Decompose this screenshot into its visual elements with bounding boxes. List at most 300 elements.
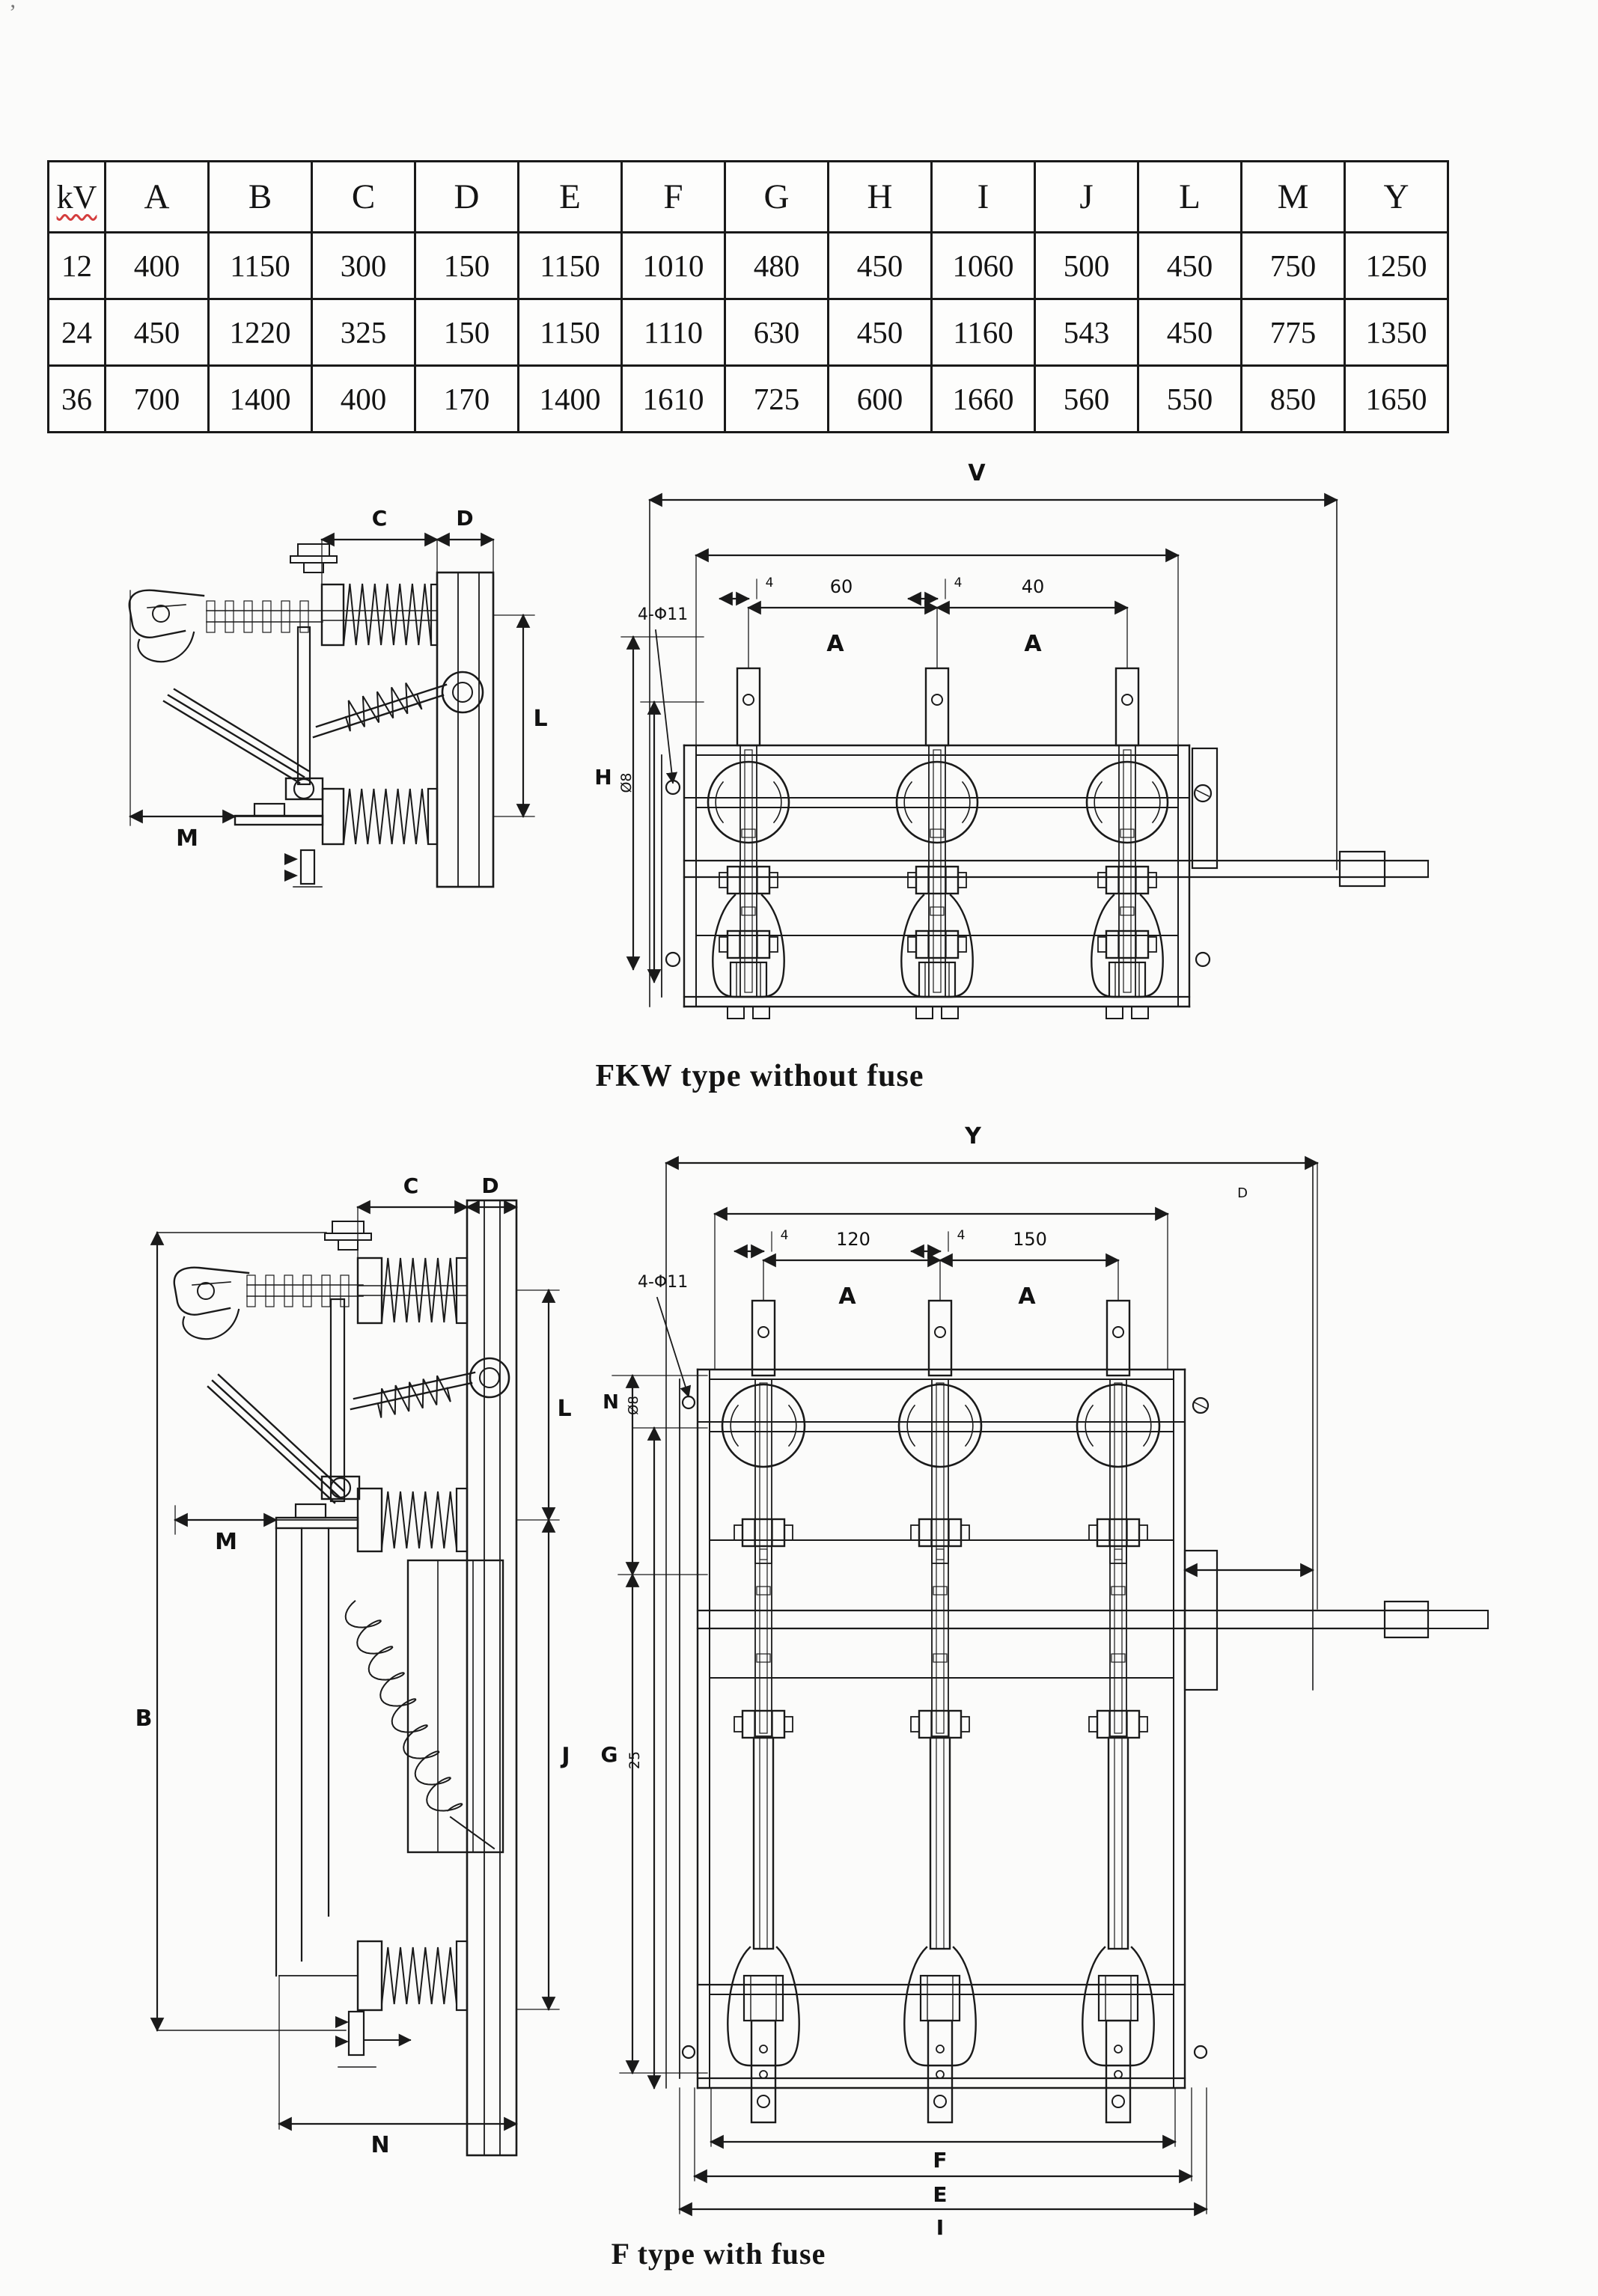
terminal-fin [225,601,234,632]
dim-value: 500 [1035,233,1138,299]
foot [1106,1007,1123,1019]
porcelain-bell [901,895,972,997]
coupling-tab [719,873,728,888]
fkw-front-view [594,460,1428,1019]
shaft-tick [1111,1587,1125,1595]
dim-label-bracket: D [1237,1185,1248,1201]
foot [728,1007,744,1019]
fuse-shaft [755,1546,772,1736]
dim-value: 550 [1138,366,1242,433]
edge-line [1195,1402,1207,1408]
table-row [49,299,1448,366]
terminal-fin [303,1275,311,1307]
pivot-pin [294,779,314,799]
bolt-body [338,1240,358,1250]
pole-core [1114,1383,1122,1560]
stub-tick: 4 [957,1228,966,1243]
dim-value: 1350 [1345,299,1448,366]
pole-core [745,750,752,992]
bell-cap [1109,962,1145,997]
insulator-flange [358,1489,382,1551]
hole [758,1327,769,1337]
dim-label-j: J [561,1743,570,1769]
foot [916,1007,933,1019]
bell-cap [919,962,955,997]
bolt-washer [290,556,337,563]
terminal-fin [284,1275,293,1307]
col-header-y: Y [1345,162,1448,233]
hook-pin [198,1283,214,1299]
dim-label-h: H [594,765,612,790]
coupling-tab [908,873,916,888]
dim-value: 480 [725,233,829,299]
arm-eye-ring [453,683,472,702]
pin-flag [335,2036,349,2048]
dim-label-m: M [215,1529,237,1555]
hex-coupling [1097,1711,1139,1738]
front-dims [594,460,1337,982]
coupling-tab [719,937,728,952]
dim-value: 400 [106,233,209,299]
bell-cap [744,1976,783,2021]
dim-value: 450 [829,299,932,366]
hole [935,1327,945,1337]
insulator-inner-arc [907,1405,915,1446]
porcelain-bell [728,1947,799,2066]
kv-label: kV [56,179,97,216]
shaft-tick [757,1587,770,1595]
dim-value: 1400 [519,366,622,433]
dim-label-b: B [135,1706,153,1732]
shaft-tick [1120,829,1134,837]
coupling-tab [784,1717,793,1732]
insulator-inner-arc [1094,782,1102,822]
dim-value: 560 [1035,366,1138,433]
dim-value: 450 [1138,299,1242,366]
dim-value: 630 [725,299,829,366]
bolt-body [304,563,323,573]
pole-core [933,750,941,992]
hole [683,2046,695,2058]
coupling-tab [1148,873,1156,888]
dim-value: 775 [1242,299,1345,366]
dim-label-i: I [936,2215,945,2238]
row-kv-value: 12 [49,233,106,299]
dim-label-a: A [826,631,844,657]
coupling-tab [1098,937,1106,952]
corner-mark: ’ [9,0,16,25]
col-header-a: A [106,162,209,233]
coupling-tab [784,1525,793,1540]
pole-shaft [1119,745,1135,997]
table-row [49,233,1448,299]
dim-label-d: D [481,1173,499,1198]
dim-note-rotated: 25 [626,1750,643,1770]
switch-blade [219,1375,344,1491]
terminal-fin [244,601,252,632]
mount-block [254,804,284,816]
shaft-tick [742,829,755,837]
table-header-row [49,162,1448,233]
fuse-shaft [932,1546,948,1736]
hole [1112,2095,1124,2107]
coupling-tab [1089,1525,1097,1540]
col-header-i: I [932,162,1035,233]
dim-value: 750 [1242,233,1345,299]
dim-value: 1660 [932,366,1035,433]
mount-block [296,1504,326,1518]
hole [1196,953,1210,966]
dim-value: 400 [312,366,415,433]
fuse-core [936,1549,944,1733]
dim-label-overall: Y [965,1123,981,1149]
fkw-caption: FKW type without fuse [595,1059,924,1093]
terminal-fin [281,601,290,632]
hole [936,2045,944,2053]
insulator-disc [708,762,789,843]
hole [932,694,942,705]
hook-pin [153,605,169,622]
bell-cap [1099,1976,1138,2021]
mounting-plate [437,573,493,887]
contact-hook [129,590,204,638]
pole-assembly [708,668,789,1019]
dim-label-n: N [603,1391,619,1414]
dim-value: 543 [1035,299,1138,366]
dim-label-l: L [533,706,548,732]
hole [936,2071,944,2078]
insulator-flange [428,789,437,844]
dim-value: 1060 [932,233,1035,299]
hole-callout: 4-Φ11 [638,1273,689,1292]
callout-leader [656,630,673,783]
dim-label-m: M [176,825,198,852]
coupling-tab [908,937,916,952]
dim-label-d: D [456,506,474,531]
arm-eye-ring [442,672,483,712]
dim-value: 1150 [519,233,622,299]
hole [743,694,754,705]
pole-assembly [897,668,978,1019]
fuse-pole-assembly [1077,1301,1159,2122]
pivot-block [286,778,323,799]
bolt-washer [325,1233,371,1240]
coupling-tab [1139,1525,1147,1540]
table-row [49,366,1448,433]
shaft-tick [930,829,944,837]
dim-gap1: 60 [829,576,853,597]
coupling-tab [961,1525,969,1540]
pole-shaft [740,745,757,997]
hex-coupling [728,867,769,894]
fuse-shaft [1110,1546,1126,1736]
dim-gap2: 150 [1013,1229,1047,1250]
hex-coupling [742,1519,784,1546]
dim-value: 1150 [209,233,312,299]
col-header-e: E [519,162,622,233]
hole [1114,2045,1122,2053]
col-header-j: J [1035,162,1138,233]
insulator-inner-arc [731,1405,738,1446]
spring-guide [451,1817,494,1848]
insulator-flange [457,1941,467,2010]
hole [1114,2071,1122,2078]
insulator-bellows [382,1947,457,2004]
pole-shaft [929,745,945,997]
dim-value: 600 [829,366,932,433]
pole-core [1123,750,1131,992]
dim-value: 1150 [519,299,622,366]
dim-value: 450 [106,299,209,366]
arm-eye-ring [480,1368,499,1387]
coupling-tab [958,937,966,952]
porcelain-bell [713,895,784,997]
dim-value: 1400 [209,366,312,433]
dim-label-a: A [838,1283,856,1310]
switch-blade [213,1381,339,1497]
shaft-tick [757,1654,770,1662]
coupling-tab [1148,937,1156,952]
arm-eye-ring [470,1358,509,1397]
insulator-flange [322,584,344,645]
lock-pin [301,850,314,884]
insulator-flange [457,1258,467,1323]
pin-flag [284,853,298,865]
dim-note-rotated: Ø8 [618,772,635,793]
insulator-inner-arc [1144,1405,1151,1446]
top-blade [926,668,948,745]
col-header-c: C [312,162,415,233]
top-blade [737,668,760,745]
pin-flag [335,2016,349,2028]
bolt-cap [332,1221,364,1233]
terminal-fin [322,1275,330,1307]
dim-label-a: A [1024,631,1042,657]
shaft-tick [930,907,944,915]
terminal-fin [207,601,215,632]
insulator-inner-arc [963,782,970,822]
lock-pin [349,2012,364,2055]
dim-value: 150 [415,233,519,299]
insulator-bellows [382,1492,457,1548]
bell-cap [921,1976,960,2021]
coupling-tab [769,937,778,952]
dim-value: 300 [312,233,415,299]
top-blade [1116,668,1138,745]
terminal-fin [263,601,271,632]
insulator-bellows [382,1258,457,1322]
hex-coupling [1097,1519,1139,1546]
shaft-tick [933,1654,947,1662]
insulator-disc [1087,762,1168,843]
contact-hook [174,1268,248,1315]
dim-value: 850 [1242,366,1345,433]
foot [942,1007,958,1019]
dim-note-rotated: Ø8 [626,1396,641,1415]
f-type-caption: F type with fuse [611,2237,826,2271]
shaft-bracket [1185,1551,1217,1690]
f-side-view [135,1173,572,2158]
insulator-flange [358,1258,382,1323]
switch-blade [168,695,304,777]
hole [1113,1327,1123,1337]
insulator-bellows [344,584,431,645]
bell-cap [731,962,766,997]
pin-flag [284,870,298,882]
fkw-side-view [129,506,548,887]
dimension-spec-table [47,160,1449,433]
insulator-flange [358,1941,382,2010]
dim-value: 725 [725,366,829,433]
col-header-m: M [1242,162,1345,233]
dim-value: 700 [106,366,209,433]
dim-value: 325 [312,299,415,366]
fuse-core [760,1549,767,1733]
shaft-tick [1111,1654,1125,1662]
dim-value: 450 [1138,233,1242,299]
coupling-tab [734,1525,742,1540]
insulator-inner-arc [1153,782,1160,822]
spring-coil [346,1601,463,1810]
insulator-disc [897,762,978,843]
insulator-inner-arc [789,1405,796,1446]
terminal-fin [266,1275,274,1307]
dim-value: 1110 [622,299,725,366]
switch-blade [208,1387,335,1503]
insulator-inner-arc [966,1405,973,1446]
pole-core [760,1383,767,1560]
hex-coupling [1106,867,1148,894]
insulator-flange [457,1489,467,1551]
dim-gap1: 120 [836,1229,870,1250]
foot [1132,1007,1148,1019]
insulator-disc [899,1384,981,1467]
dim-label-c: C [371,506,388,531]
mounting-plate [467,1200,516,2155]
dim-value: 1610 [622,366,725,433]
hex-coupling [919,1711,961,1738]
pole-assembly [1087,668,1168,1019]
coupling-tab [734,1717,742,1732]
coupling-tab [1098,873,1106,888]
col-header-kv [49,162,106,233]
fuse-tube [754,1738,773,1949]
contact-arm [317,685,446,727]
shaft-bracket [1192,748,1217,868]
pole-core [936,1383,944,1560]
coupling-tab [911,1525,919,1540]
pole-shaft [755,1379,772,1563]
row-kv-value: 24 [49,299,106,366]
col-header-b: B [209,162,312,233]
fuse-pole-assembly [722,1301,805,2122]
pole-shaft [1110,1379,1126,1563]
dim-value: 450 [829,233,932,299]
insulator-inner-arc [716,782,723,822]
insulator-inner-arc [774,782,781,822]
coupling-tab [1139,1717,1147,1732]
dim-label-a: A [1018,1283,1036,1310]
callout-leader [657,1298,689,1396]
dim-label-c: C [403,1173,419,1198]
dim-value: 1010 [622,233,725,299]
dim-value: 1160 [932,299,1035,366]
hex-coupling [742,1711,784,1738]
shaft-tick [933,1587,947,1595]
col-header-d: D [415,162,519,233]
dim-value: 1250 [1345,233,1448,299]
porcelain-bell [1082,1947,1153,2066]
bolt-cap [298,544,329,556]
dim-label-l: L [557,1396,572,1422]
switch-blade [174,689,308,771]
hole [934,2095,946,2107]
front-dims [601,1123,1317,2238]
dim-label-n: N [370,2132,390,2158]
dim-value: 1650 [1345,366,1448,433]
fuse-pole-assembly [899,1301,981,2122]
foot [753,1007,769,1019]
shaft-step [1340,852,1385,886]
insulator-disc [1077,1384,1159,1467]
dim-value: 1220 [209,299,312,366]
insulator-disc [722,1384,805,1467]
dim-label-e: E [933,2182,948,2207]
insulator-flange [323,789,344,844]
coupling-tab [911,1717,919,1732]
col-header-h: H [829,162,932,233]
hole-callout: 4-Φ11 [638,605,689,624]
dim-label-g: G [600,1742,618,1767]
hole [1122,694,1132,705]
dim-label-f: F [933,2148,948,2173]
row-kv-value: 36 [49,366,106,433]
hole [683,1396,695,1408]
porcelain-bell [904,1947,975,2066]
edge-line [1197,790,1209,796]
hole [760,2071,767,2078]
insulator-inner-arc [904,782,912,822]
col-header-g: G [725,162,829,233]
coupling-tab [769,873,778,888]
hex-coupling [916,867,958,894]
stub-tick: 4 [765,575,774,590]
coupling-tab [1089,1717,1097,1732]
insulator-bellows [344,789,428,844]
dim-value: 170 [415,366,519,433]
hole [757,2095,769,2107]
stub-tick: 4 [954,575,963,590]
hole [666,953,680,966]
terminal-fin [247,1275,255,1307]
col-header-l: L [1138,162,1242,233]
coupling-tab [961,1717,969,1732]
hole [760,2045,767,2053]
f-type-drawing [0,1115,1598,2238]
hex-coupling [919,1519,961,1546]
dim-value: 150 [415,299,519,366]
drive-link [298,627,310,784]
stub-tick: 4 [780,1228,789,1243]
shaft-tick [1120,907,1134,915]
switch-blade [164,701,299,783]
f-front-view [601,1123,1488,2238]
pole-shaft [932,1379,948,1563]
fuse-core [1114,1549,1122,1733]
insulator-inner-arc [1085,1405,1093,1446]
porcelain-bell [1091,895,1162,997]
dim-label-overall: V [968,460,986,486]
